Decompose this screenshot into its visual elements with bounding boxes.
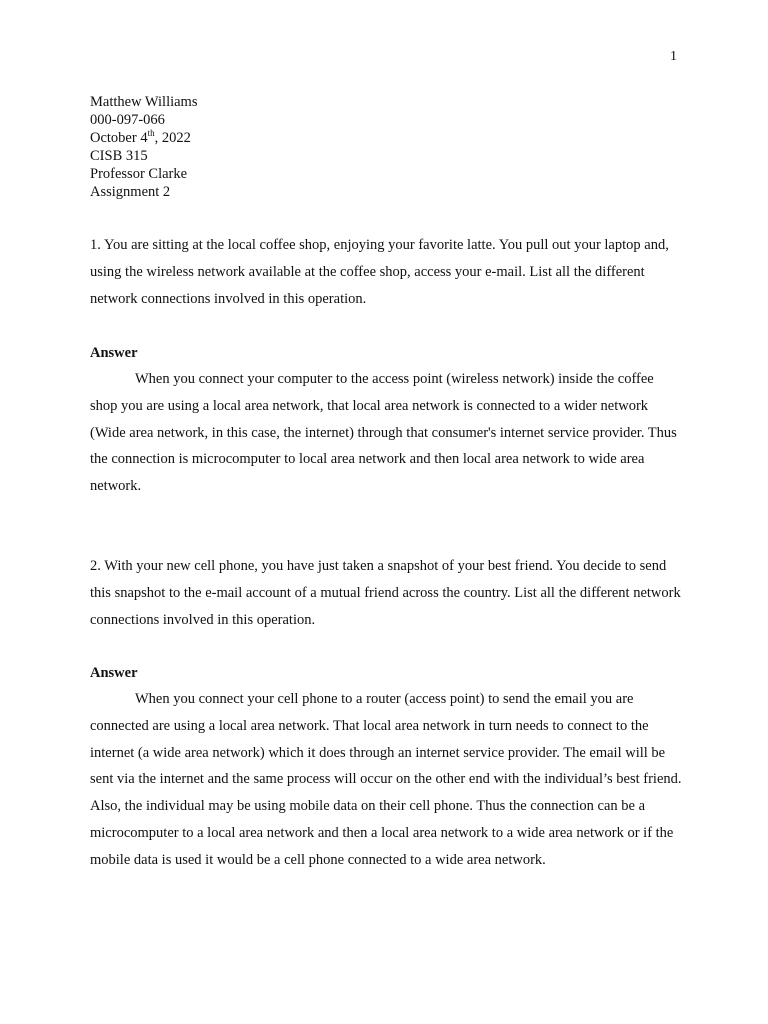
answer-1-text: When you connect your computer to the access point (wireless network) inside the coffee shop you are using a local area network, that local area network is connected to a wider network (Wide area network, in this case, the internet) through that consumer's internet service provider. Thus the connection is microcomputer to local area network and then local area network to wide area network. [90,371,677,495]
date-ordinal-suffix: th [147,128,155,139]
answer-1-heading: Answer [90,345,138,361]
student-id: 000-097-066 [90,112,165,128]
question-1 [90,232,684,312]
answer-1 [90,366,684,500]
question-1-text: 1. You are sitting at the local coffee shop, enjoying your favorite latte. You pull out your laptop and, using the wireless network available at the coffee shop, access your e-mail. List all the different network connections involved in this operation. [90,237,669,307]
answer-2-text: When you connect your cell phone to a router (access point) to send the email you are connected are using a local area network. That local area network in turn needs to connect to the internet (a wide area network) which it does through an internet service provider. The email will be sent via the internet and the same process will occur on the other end with the individual’s best friend. Also, the individual may be using mobile data on their cell phone. Thus the connection can be a microcomputer to a local area network and then a local area network to a wide area network or if the mobile data is used it would be a cell phone connected to a wide area network. [90,691,682,868]
page-number: 1 [670,49,677,64]
question-2 [90,553,684,633]
date-month-day: October 4 [90,130,148,146]
answer-2-heading: Answer [90,665,138,681]
answer-2 [90,686,684,874]
course-code: CISB 315 [90,148,148,164]
document-header [90,93,690,201]
professor-name: Professor Clarke [90,166,188,182]
question-2-text: 2. With your new cell phone, you have just taken a snapshot of your best friend. You decide to send this snapshot to the e-mail account of a mutual friend across the country. List all the different network connections involved in this operation. [90,558,681,628]
document-date [90,129,690,147]
date-year: , 2022 [154,130,191,146]
assignment-title: Assignment 2 [90,184,171,200]
author-name: Matthew Williams [90,94,198,110]
